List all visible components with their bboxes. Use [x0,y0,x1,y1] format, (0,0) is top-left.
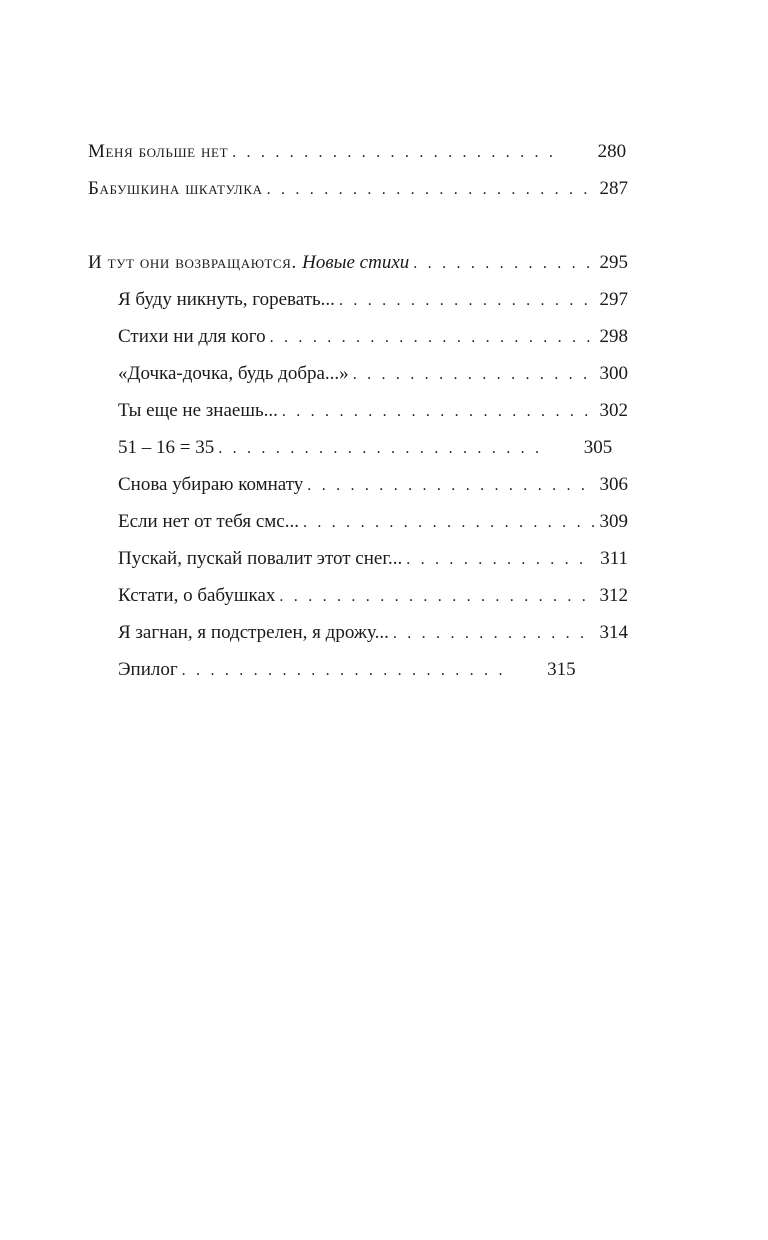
toc-subentry-title: Если нет от тебя смс... [118,511,299,532]
toc-part-subtitle: Новые стихи [302,252,410,273]
dot-leader [406,548,594,572]
toc-entry[interactable] [88,177,628,214]
section-gap [88,214,628,251]
dot-leader [182,659,512,683]
toc-subentry-page: 306 [599,474,628,495]
toc-subentry-page: 297 [599,289,628,310]
table-of-contents [88,140,628,695]
toc-subentry-title: Ты еще не знаешь... [118,400,278,421]
dot-leader [413,252,593,276]
toc-subentry[interactable] [88,621,628,658]
toc-part-title [88,251,409,275]
toc-subentry[interactable] [88,325,628,362]
toc-subentry-page: 312 [599,585,628,606]
toc-subentry-title: Пускай, пускай повалит этот снег... [118,548,403,569]
dot-leader [282,400,594,424]
toc-subentry-title: Стихи ни для кого [118,326,266,347]
toc-subentry-page: 302 [599,400,628,421]
toc-subentry[interactable] [88,399,628,436]
toc-subentry[interactable] [88,584,628,621]
toc-entry-title: Меня больше нет [88,141,229,162]
toc-subentry-page: 315 [547,659,576,680]
toc-subentry-title: 51 – 16 = 35 [118,437,215,458]
toc-subentry-title: «Дочка-дочка, будь добра...» [118,363,349,384]
dot-leader [339,289,594,313]
dot-leader [393,622,594,646]
toc-subentry-page: 309 [599,511,628,532]
dot-leader [267,178,594,202]
toc-subentry-title: Я буду никнуть, горевать... [118,289,335,310]
toc-part-entry[interactable] [88,251,628,288]
dot-leader [270,326,594,350]
dot-leader [232,141,562,165]
toc-subentry-title: Снова убираю комнату [118,474,304,495]
toc-subentry[interactable] [88,510,628,547]
toc-subentry-page: 298 [599,326,628,347]
dot-leader [279,585,593,609]
toc-part-title-text: И тут они возвращаются. [88,252,297,273]
toc-subentry[interactable] [88,288,628,325]
toc-subentry[interactable] [88,362,628,399]
toc-subentry[interactable] [88,547,628,584]
toc-subentry[interactable] [88,436,628,473]
toc-entry[interactable] [88,140,628,177]
dot-leader [218,437,548,461]
toc-subentry-page: 314 [599,622,628,643]
toc-subentry-page: 311 [600,548,628,569]
toc-part-page: 295 [599,252,628,273]
dot-leader [307,474,593,498]
dot-leader [353,363,594,387]
toc-subentry-page: 300 [599,363,628,384]
dot-leader [303,511,594,535]
toc-entry-title: Бабушкина шкатулка [88,178,263,199]
toc-subentry-page: 305 [583,437,613,458]
toc-entry-page: 287 [599,178,628,199]
toc-entry-page: 280 [597,141,627,162]
toc-subentry[interactable] [88,473,628,510]
toc-subentry-title: Я загнан, я подстрелен, я дрожу... [118,622,389,643]
toc-subentry-title: Кстати, о бабушках [118,585,276,606]
toc-subentry[interactable] [88,658,628,695]
toc-subentry-title: Эпилог [118,659,178,680]
